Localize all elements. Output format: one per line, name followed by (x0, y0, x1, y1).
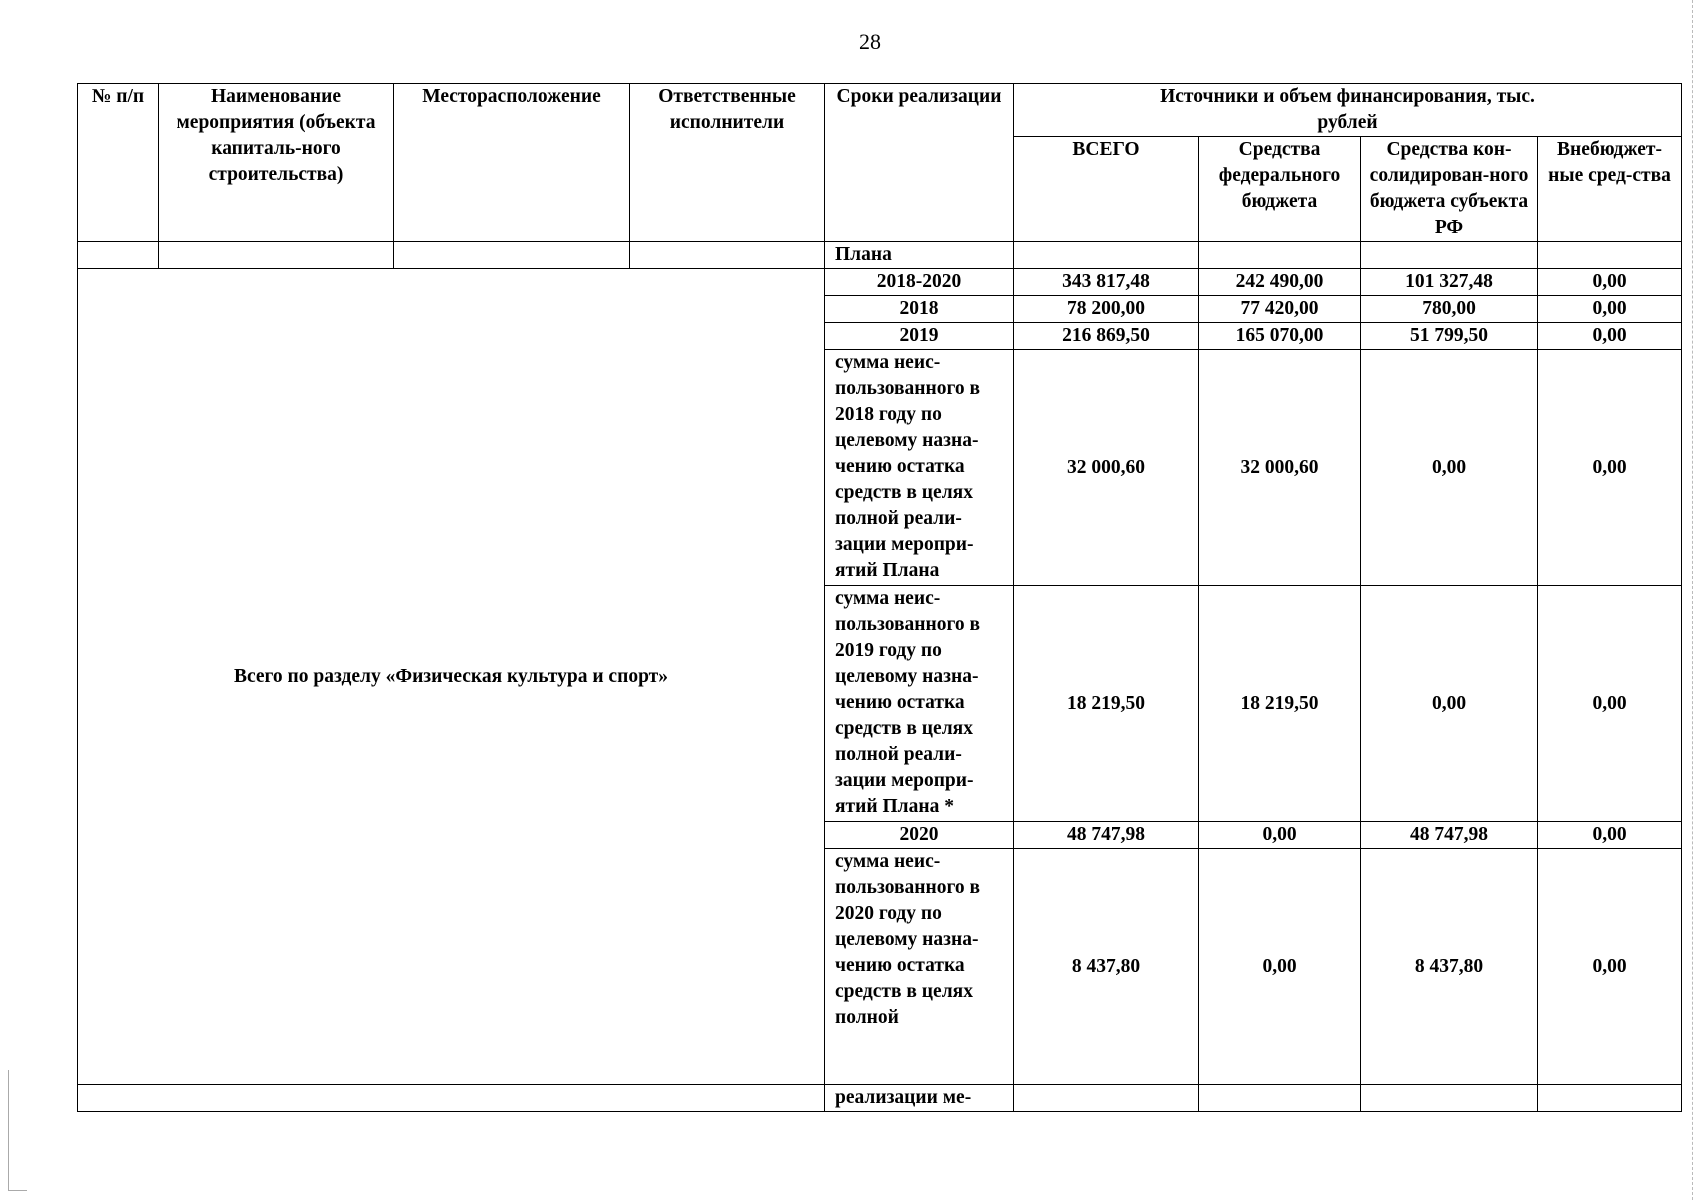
cont-cell-terms: Плана (825, 242, 1014, 269)
header-extra: Внебюджет-ные сред-ства (1538, 137, 1682, 242)
tail-cell-extra (1538, 1085, 1682, 1112)
total-cell: 216 869,50 (1014, 323, 1199, 350)
total-cell: 343 817,48 (1014, 269, 1199, 296)
header-num: № п/п (78, 84, 159, 242)
extra-cell: 0,00 (1538, 350, 1682, 586)
extra-cell: 0,00 (1538, 296, 1682, 323)
cont-cell-responsible (630, 242, 825, 269)
scan-edge-line (1692, 0, 1693, 1200)
extra-cell: 0,00 (1538, 586, 1682, 822)
scan-corner-mark (8, 1070, 27, 1191)
total-cell: 8 437,80 (1014, 849, 1199, 1085)
continuation-row (78, 242, 1682, 269)
tail-cell-federal (1199, 1085, 1361, 1112)
federal-cell: 0,00 (1199, 822, 1361, 849)
header-row-1 (78, 84, 1682, 137)
term-cell: 2020 (825, 822, 1014, 849)
tail-row (78, 1085, 1682, 1112)
tail-cell-total (1014, 1085, 1199, 1112)
cont-cell-location (394, 242, 630, 269)
tail-cell-terms: реализации ме- (825, 1085, 1014, 1112)
total-cell: 78 200,00 (1014, 296, 1199, 323)
table-row (78, 269, 1682, 296)
total-cell: 18 219,50 (1014, 586, 1199, 822)
federal-cell: 165 070,00 (1199, 323, 1361, 350)
total-cell: 32 000,60 (1014, 350, 1199, 586)
regional-cell: 51 799,50 (1361, 323, 1538, 350)
header-federal: Средства федерального бюджета (1199, 137, 1361, 242)
regional-cell: 48 747,98 (1361, 822, 1538, 849)
extra-cell: 0,00 (1538, 323, 1682, 350)
financing-table (77, 83, 1682, 1112)
federal-cell: 77 420,00 (1199, 296, 1361, 323)
term-cell: 2018 (825, 296, 1014, 323)
cont-cell-num (78, 242, 159, 269)
regional-cell: 0,00 (1361, 586, 1538, 822)
regional-cell: 101 327,48 (1361, 269, 1538, 296)
header-name: Наименование мероприятия (объекта капиталь-ного строительства) (159, 84, 394, 242)
regional-cell: 780,00 (1361, 296, 1538, 323)
header-responsible: Ответственные исполнители (630, 84, 825, 242)
regional-cell: 0,00 (1361, 350, 1538, 586)
header-location: Месторасположение (394, 84, 630, 242)
term-cell: 2018-2020 (825, 269, 1014, 296)
header-sources: Источники и объем финансирования, тыс. рублей (1014, 84, 1682, 137)
total-cell: 48 747,98 (1014, 822, 1199, 849)
tail-cell-regional (1361, 1085, 1538, 1112)
extra-cell: 0,00 (1538, 849, 1682, 1085)
page-number: 28 (859, 29, 881, 54)
cont-cell-regional (1361, 242, 1538, 269)
cont-cell-name (159, 242, 394, 269)
extra-cell: 0,00 (1538, 822, 1682, 849)
header-total: ВСЕГО (1014, 137, 1199, 242)
regional-cell: 8 437,80 (1361, 849, 1538, 1085)
federal-cell: 0,00 (1199, 849, 1361, 1085)
term-cell: сумма неис-пользованного в 2018 году по целевому назна-чению остатка средств в целях полной реали-зации меропри-ятий Плана (825, 350, 1014, 586)
cont-cell-total (1014, 242, 1199, 269)
extra-cell: 0,00 (1538, 269, 1682, 296)
term-cell: сумма неис-пользованного в 2019 году по целевому назна-чению остатка средств в целях полной реали-зации меропри-ятий Плана * (825, 586, 1014, 822)
federal-cell: 32 000,60 (1199, 350, 1361, 586)
federal-cell: 18 219,50 (1199, 586, 1361, 822)
section-title: Всего по разделу «Физическая культура и спорт» (78, 269, 825, 1085)
cont-cell-extra (1538, 242, 1682, 269)
term-cell: 2019 (825, 323, 1014, 350)
tail-cell-left (78, 1085, 825, 1112)
federal-cell: 242 490,00 (1199, 269, 1361, 296)
header-terms: Сроки реализации (825, 84, 1014, 242)
term-cell: сумма неис-пользованного в 2020 году по целевому назна-чению остатка средств в целях полной (825, 849, 1014, 1085)
cont-cell-federal (1199, 242, 1361, 269)
header-regional: Средства кон-солидирован-ного бюджета субъекта РФ (1361, 137, 1538, 242)
